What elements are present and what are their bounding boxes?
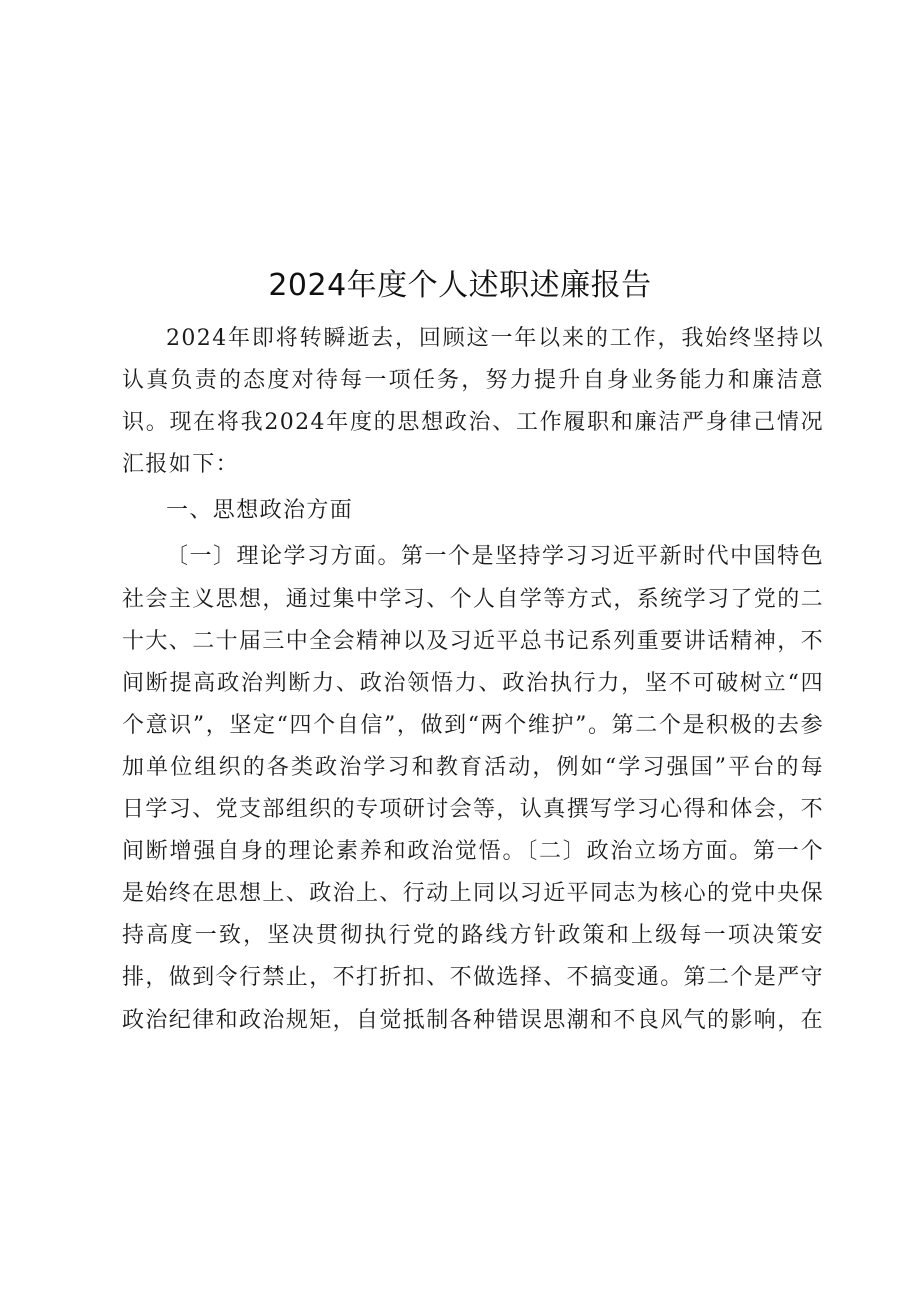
document-body (122, 318, 824, 1042)
section-one-heading: 一、思想政治方面 (166, 498, 354, 524)
document-title: 2024年度个人述职述廉报告 (268, 268, 652, 303)
intro-paragraph: 2024年即将转瞬逝去，回顾这一年以来的工作，我始终坚持以认真负责的态度对待每一项任务，努力提升自身业务能力和廉洁意识。现在将我2024年度的思想政治、工作履职和廉洁严身律己情况汇报如下： (122, 326, 824, 478)
section-one-paragraph: 〔一〕理论学习方面。第一个是坚持学习习近平新时代中国特色社会主义思想，通过集中学习、个人自学等方式，系统学习了党的二十大、二十届三中全会精神以及习近平总书记系列重要讲话精神，不间断提高政治判断力、政治领悟力、政治执行力，坚不可破树立“四个意识”，坚定“四个自信”，做到“两个维护”。第二个是积极的去参加单位组织的各类政治学习和教育活动，例如“学习强国”平台的每日学习、党支部组织的专项研讨会等，认真撰写学习心得和体会，不间断增强自身的理论素养和政治觉悟。〔二〕政治立场方面。第一个是始终在思想上、政治上、行动上同以习近平同志为核心的党中央保持高度一致，坚决贯彻执行党的路线方针政策和上级每一项决策安排，做到令行禁止，不打折扣、不做选择、不搞变通。第二个是严守政治纪律和政治规矩，自觉抵制各种错误思潮和不良风气的影响，在 (122, 544, 825, 1033)
